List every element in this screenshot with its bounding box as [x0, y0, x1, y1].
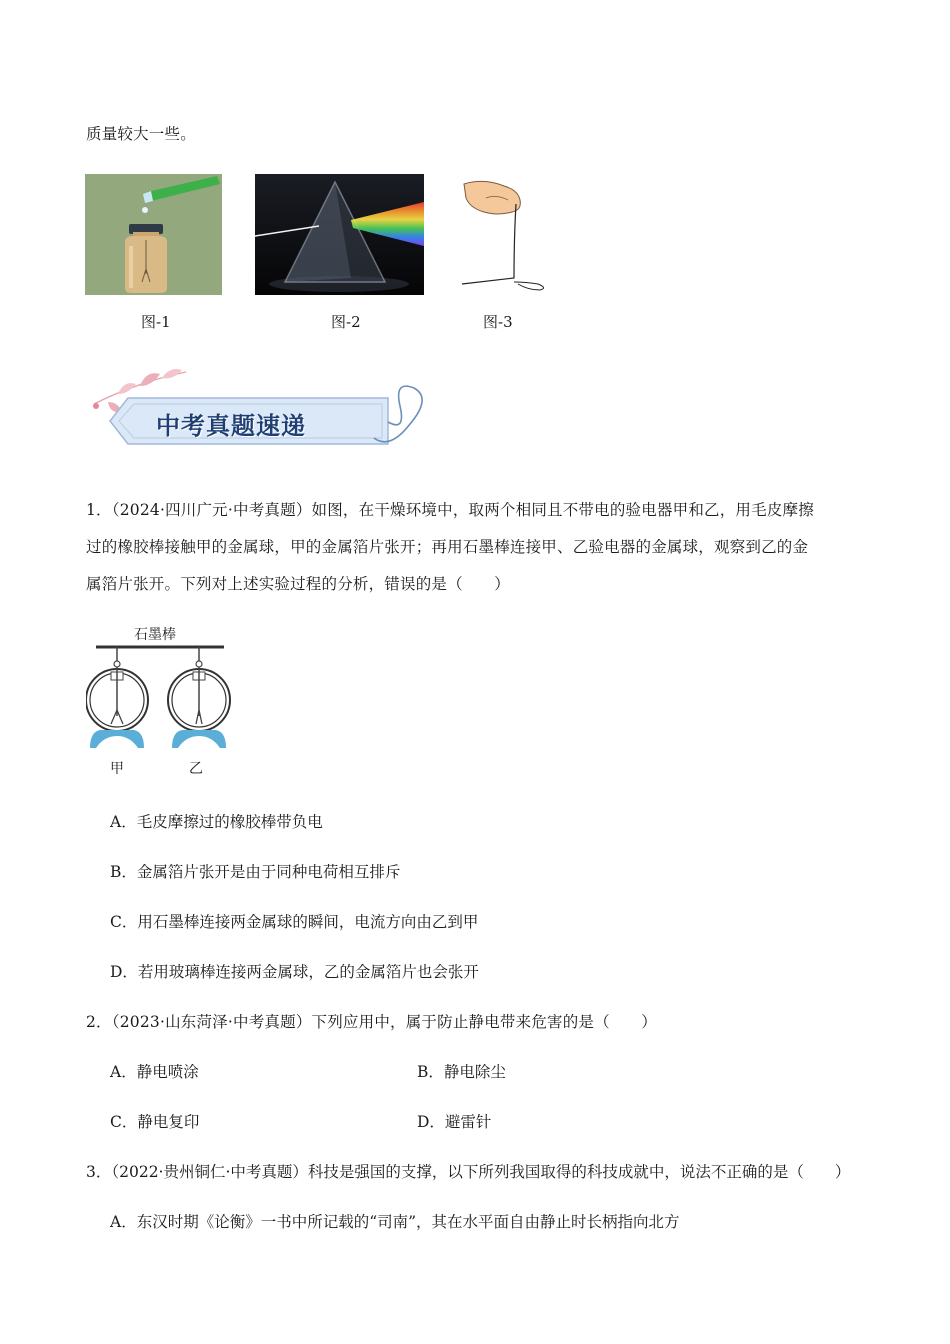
electroscope-yi-label: 乙 — [189, 761, 203, 777]
q1-stem-line-2: 过的橡胶棒接触甲的金属球，甲的金属箔片张开；再用石墨棒连接甲、乙验电器的金属球，观察到乙的金 — [86, 538, 809, 556]
figure-1-caption: 图-1 — [141, 313, 171, 331]
q2-stem: 2．（2023·山东菏泽·中考真题）下列应用中，属于防止静电带来危害的是（ ） — [86, 1013, 657, 1031]
q1-option-c: C．用石墨棒连接两金属球的瞬间，电流方向由乙到甲 — [110, 913, 479, 931]
figure-1-image — [85, 174, 222, 295]
q3-option-a: A．东汉时期《论衡》一书中所记载的“司南”，其在水平面自由静止时长柄指向北方 — [110, 1213, 680, 1231]
section-banner — [88, 362, 433, 470]
electroscope-diagram — [86, 620, 236, 780]
figure-2-caption: 图-2 — [331, 313, 361, 331]
q2-option-d: D．避雷针 — [417, 1113, 492, 1131]
graphite-rod-label: 石墨棒 — [134, 627, 176, 643]
q2-option-c: C．静电复印 — [110, 1113, 200, 1131]
q1-option-d: D．若用玻璃棒连接两金属球，乙的金属箔片也会张开 — [110, 963, 479, 981]
q3-stem: 3．（2022·贵州铜仁·中考真题）科技是强国的支撑，以下所列我国取得的科技成就中，说法不正确的是（ ） — [86, 1163, 851, 1181]
figure-3-caption: 图-3 — [483, 313, 513, 331]
figure-2-image — [255, 174, 424, 295]
q1-stem-line-1: 1．（2024·四川广元·中考真题）如图，在干燥环境中，取两个相同且不带电的验电器甲和乙，用毛皮摩擦 — [86, 501, 814, 519]
q1-option-b: B．金属箔片张开是由于同种电荷相互排斥 — [110, 863, 401, 881]
banner-title: 中考真题速递 — [156, 412, 306, 440]
figure-3-image — [456, 178, 552, 294]
q2-option-a: A．静电喷涂 — [110, 1063, 199, 1081]
q1-stem-line-3: 属箔片张开。下列对上述实验过程的分析，错误的是（ ） — [86, 575, 510, 593]
electroscope-jia-label: 甲 — [110, 761, 124, 777]
q1-option-a: A．毛皮摩擦过的橡胶棒带负电 — [110, 813, 323, 831]
intro-tail-text: 质量较大一些。 — [86, 125, 196, 143]
q2-option-b: B．静电除尘 — [417, 1063, 506, 1081]
